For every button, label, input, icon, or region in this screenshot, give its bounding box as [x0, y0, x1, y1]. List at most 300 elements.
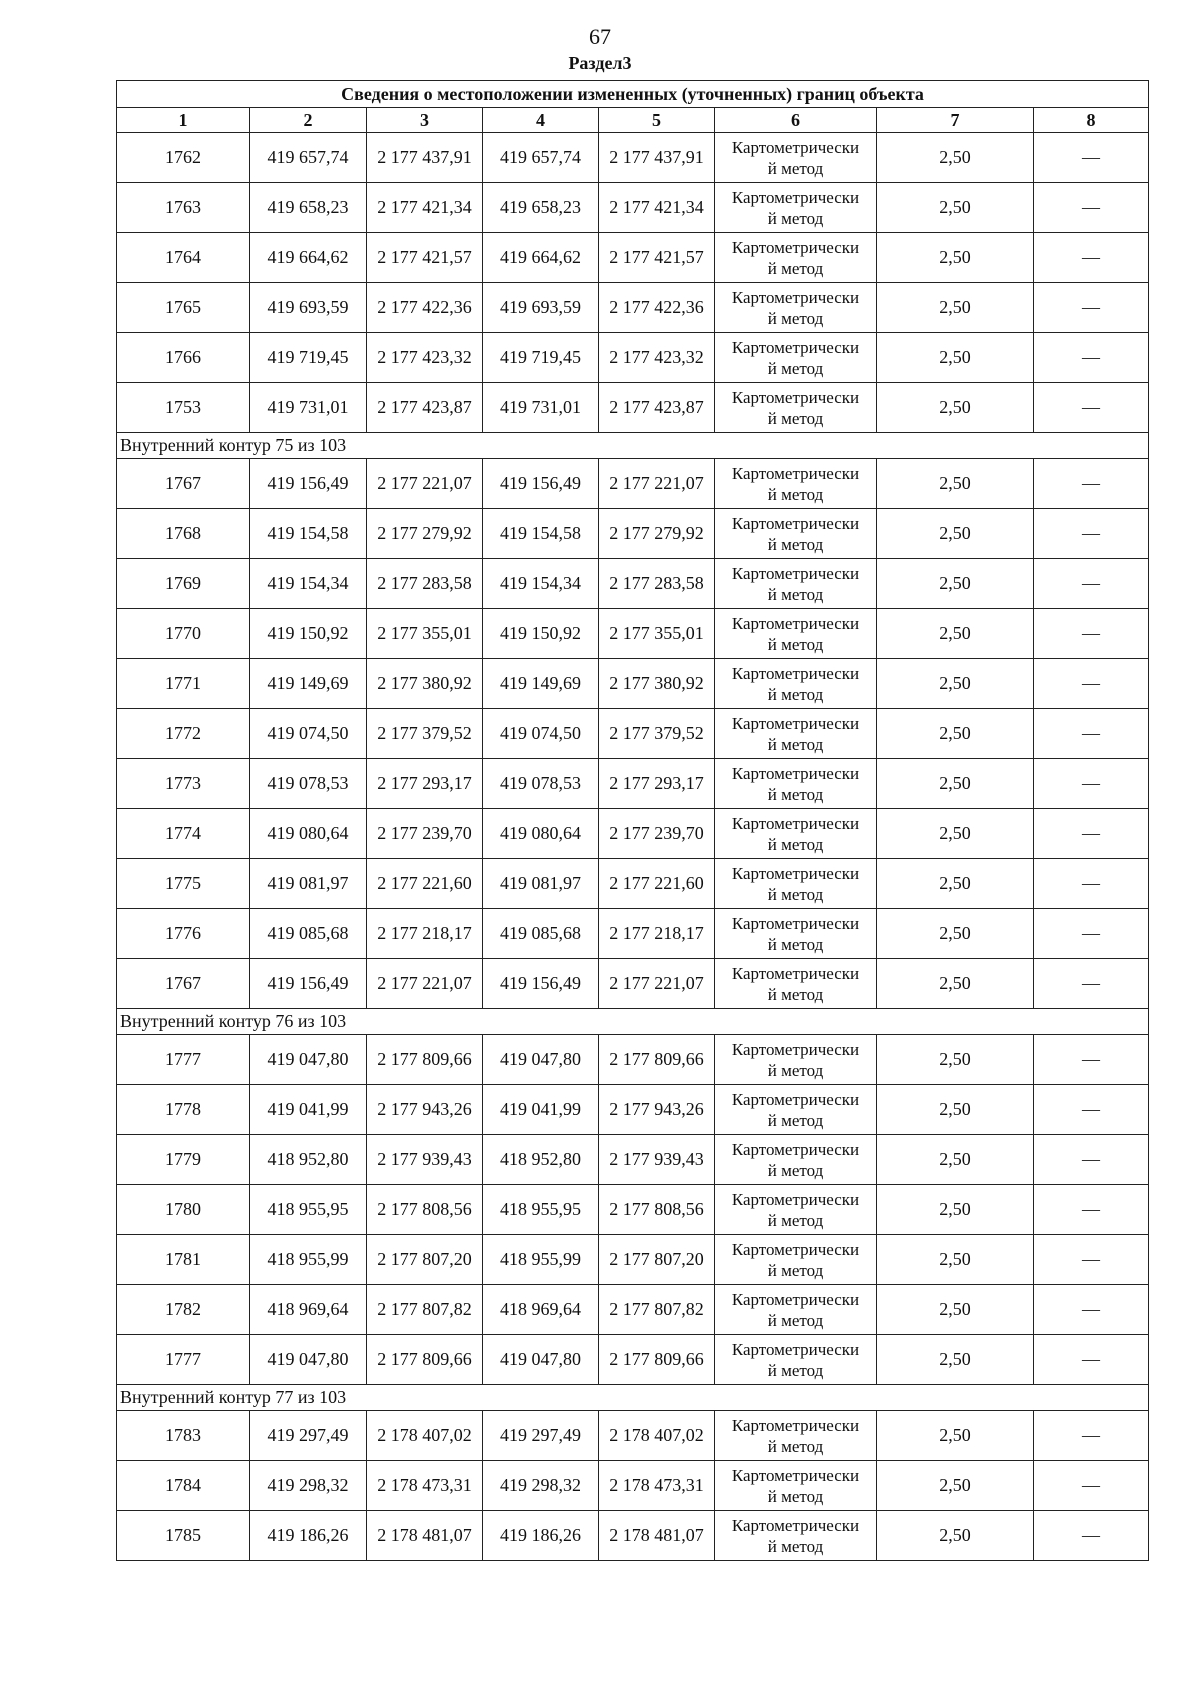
table-row [117, 759, 1149, 809]
accuracy-cell: 2,50 [877, 133, 1034, 183]
method-cell [715, 1085, 877, 1135]
x-new-cell: 419 693,59 [483, 283, 599, 333]
accuracy-cell: 2,50 [877, 459, 1034, 509]
x-new-cell: 418 955,99 [483, 1235, 599, 1285]
point-number-cell: 1773 [117, 759, 250, 809]
method-cell [715, 659, 877, 709]
accuracy-cell: 2,50 [877, 1185, 1034, 1235]
accuracy-cell: 2,50 [877, 559, 1034, 609]
point-number-cell: 1767 [117, 459, 250, 509]
description-cell: — [1034, 233, 1149, 283]
table-row [117, 1235, 1149, 1285]
method-text-line: Картометрически [731, 513, 860, 533]
point-number-cell: 1785 [117, 1511, 250, 1561]
description-cell: — [1034, 759, 1149, 809]
description-cell: — [1034, 609, 1149, 659]
description-cell: — [1034, 709, 1149, 759]
contour-label: Внутренний контур 77 из 103 [117, 1385, 1149, 1411]
method-text-line: й метод [767, 734, 824, 754]
method-text-line: Картометрически [731, 963, 860, 983]
table-row [117, 1411, 1149, 1461]
x-old-cell: 419 719,45 [250, 333, 367, 383]
y-old-cell: 2 177 293,17 [367, 759, 483, 809]
method-text-line: Картометрически [731, 563, 860, 583]
description-cell: — [1034, 133, 1149, 183]
method-text-line: Картометрически [731, 913, 860, 933]
point-number-cell: 1777 [117, 1335, 250, 1385]
description-cell: — [1034, 909, 1149, 959]
method-cell [715, 459, 877, 509]
x-old-cell: 419 078,53 [250, 759, 367, 809]
x-new-cell: 419 186,26 [483, 1511, 599, 1561]
method-text-line: Картометрически [731, 463, 860, 483]
x-new-cell: 419 150,92 [483, 609, 599, 659]
y-old-cell: 2 177 380,92 [367, 659, 483, 709]
point-number-cell: 1772 [117, 709, 250, 759]
table-row [117, 1135, 1149, 1185]
method-cell [715, 509, 877, 559]
table-row [117, 1285, 1149, 1335]
method-text-line: Картометрически [731, 663, 860, 683]
description-cell: — [1034, 1411, 1149, 1461]
x-new-cell: 419 664,62 [483, 233, 599, 283]
y-new-cell: 2 177 421,34 [599, 183, 715, 233]
x-new-cell: 419 047,80 [483, 1335, 599, 1385]
column-header: 4 [483, 108, 599, 133]
method-text-line: й метод [767, 934, 824, 954]
x-old-cell: 418 969,64 [250, 1285, 367, 1335]
method-text-line: й метод [767, 984, 824, 1004]
method-text-line: й метод [767, 1060, 824, 1080]
table-row [117, 133, 1149, 183]
x-old-cell: 418 952,80 [250, 1135, 367, 1185]
accuracy-cell: 2,50 [877, 1335, 1034, 1385]
point-number-cell: 1783 [117, 1411, 250, 1461]
point-number-cell: 1770 [117, 609, 250, 659]
x-new-cell: 419 298,32 [483, 1461, 599, 1511]
y-new-cell: 2 177 380,92 [599, 659, 715, 709]
x-old-cell: 419 297,49 [250, 1411, 367, 1461]
y-old-cell: 2 177 423,32 [367, 333, 483, 383]
x-old-cell: 419 081,97 [250, 859, 367, 909]
coordinates-table [116, 80, 1149, 1561]
method-text-line: й метод [767, 884, 824, 904]
accuracy-cell: 2,50 [877, 859, 1034, 909]
y-old-cell: 2 177 355,01 [367, 609, 483, 659]
x-new-cell: 418 955,95 [483, 1185, 599, 1235]
y-old-cell: 2 178 407,02 [367, 1411, 483, 1461]
column-header: 7 [877, 108, 1034, 133]
x-new-cell: 419 156,49 [483, 459, 599, 509]
method-text-line: Картометрически [731, 863, 860, 883]
x-new-cell: 419 154,58 [483, 509, 599, 559]
accuracy-cell: 2,50 [877, 333, 1034, 383]
column-header: 2 [250, 108, 367, 133]
method-text-line: Картометрически [731, 1189, 860, 1209]
x-new-cell: 419 078,53 [483, 759, 599, 809]
x-old-cell: 419 731,01 [250, 383, 367, 433]
y-new-cell: 2 177 807,20 [599, 1235, 715, 1285]
method-text-line: й метод [767, 308, 824, 328]
x-old-cell: 419 047,80 [250, 1335, 367, 1385]
x-new-cell: 419 080,64 [483, 809, 599, 859]
method-text-line: Картометрически [731, 713, 860, 733]
method-text-line: Картометрически [731, 813, 860, 833]
table-row [117, 559, 1149, 609]
table-row [117, 383, 1149, 433]
description-cell: — [1034, 659, 1149, 709]
point-number-cell: 1753 [117, 383, 250, 433]
method-text-line: Картометрически [731, 387, 860, 407]
y-new-cell: 2 177 283,58 [599, 559, 715, 609]
method-cell [715, 1185, 877, 1235]
point-number-cell: 1778 [117, 1085, 250, 1135]
accuracy-cell: 2,50 [877, 909, 1034, 959]
y-old-cell: 2 177 221,07 [367, 959, 483, 1009]
y-old-cell: 2 177 809,66 [367, 1035, 483, 1085]
method-cell [715, 1035, 877, 1085]
description-cell: — [1034, 459, 1149, 509]
y-new-cell: 2 177 939,43 [599, 1135, 715, 1185]
table-row [117, 859, 1149, 909]
y-old-cell: 2 177 422,36 [367, 283, 483, 333]
y-new-cell: 2 177 355,01 [599, 609, 715, 659]
x-new-cell: 419 658,23 [483, 183, 599, 233]
y-new-cell: 2 178 473,31 [599, 1461, 715, 1511]
y-old-cell: 2 177 218,17 [367, 909, 483, 959]
description-cell: — [1034, 383, 1149, 433]
table-row [117, 909, 1149, 959]
table-caption: Сведения о местоположении измененных (уточненных) границ объекта [117, 81, 1149, 108]
column-header: 8 [1034, 108, 1149, 133]
method-text-line: Картометрически [731, 287, 860, 307]
accuracy-cell: 2,50 [877, 283, 1034, 333]
x-new-cell: 419 041,99 [483, 1085, 599, 1135]
description-cell: — [1034, 1235, 1149, 1285]
y-old-cell: 2 177 283,58 [367, 559, 483, 609]
x-old-cell: 419 156,49 [250, 959, 367, 1009]
method-cell [715, 1335, 877, 1385]
x-old-cell: 419 150,92 [250, 609, 367, 659]
method-text-line: й метод [767, 1210, 824, 1230]
method-cell [715, 383, 877, 433]
y-new-cell: 2 177 218,17 [599, 909, 715, 959]
description-cell: — [1034, 1461, 1149, 1511]
method-text-line: Картометрически [731, 1515, 860, 1535]
point-number-cell: 1765 [117, 283, 250, 333]
method-text-line: й метод [767, 408, 824, 428]
section-title: Раздел3 [568, 53, 632, 73]
method-text-line: й метод [767, 1160, 824, 1180]
y-new-cell: 2 177 221,07 [599, 459, 715, 509]
table-row [117, 183, 1149, 233]
column-header: 3 [367, 108, 483, 133]
method-text-line: й метод [767, 358, 824, 378]
accuracy-cell: 2,50 [877, 1135, 1034, 1185]
description-cell: — [1034, 509, 1149, 559]
method-text-line: й метод [767, 834, 824, 854]
point-number-cell: 1775 [117, 859, 250, 909]
point-number-cell: 1767 [117, 959, 250, 1009]
description-cell: — [1034, 1511, 1149, 1561]
contour-label-row [117, 1009, 1149, 1035]
y-old-cell: 2 177 221,60 [367, 859, 483, 909]
x-old-cell: 419 154,58 [250, 509, 367, 559]
x-new-cell: 419 081,97 [483, 859, 599, 909]
accuracy-cell: 2,50 [877, 709, 1034, 759]
y-old-cell: 2 177 423,87 [367, 383, 483, 433]
method-text-line: Картометрически [731, 237, 860, 257]
description-cell: — [1034, 1135, 1149, 1185]
y-new-cell: 2 177 293,17 [599, 759, 715, 809]
method-text-line: й метод [767, 684, 824, 704]
y-old-cell: 2 177 279,92 [367, 509, 483, 559]
method-text-line: й метод [767, 584, 824, 604]
y-new-cell: 2 177 809,66 [599, 1335, 715, 1385]
y-new-cell: 2 177 422,36 [599, 283, 715, 333]
x-new-cell: 419 154,34 [483, 559, 599, 609]
accuracy-cell: 2,50 [877, 1411, 1034, 1461]
method-cell [715, 909, 877, 959]
y-old-cell: 2 178 473,31 [367, 1461, 483, 1511]
accuracy-cell: 2,50 [877, 383, 1034, 433]
y-new-cell: 2 178 407,02 [599, 1411, 715, 1461]
point-number-cell: 1774 [117, 809, 250, 859]
x-old-cell: 419 186,26 [250, 1511, 367, 1561]
x-old-cell: 419 658,23 [250, 183, 367, 233]
method-text-line: й метод [767, 484, 824, 504]
point-number-cell: 1764 [117, 233, 250, 283]
method-cell [715, 1235, 877, 1285]
x-new-cell: 419 149,69 [483, 659, 599, 709]
x-old-cell: 419 047,80 [250, 1035, 367, 1085]
x-old-cell: 419 041,99 [250, 1085, 367, 1135]
y-new-cell: 2 178 481,07 [599, 1511, 715, 1561]
x-old-cell: 418 955,99 [250, 1235, 367, 1285]
point-number-cell: 1780 [117, 1185, 250, 1235]
method-cell [715, 609, 877, 659]
point-number-cell: 1768 [117, 509, 250, 559]
y-old-cell: 2 177 939,43 [367, 1135, 483, 1185]
x-old-cell: 419 664,62 [250, 233, 367, 283]
method-text-line: Картометрически [731, 1139, 860, 1159]
method-cell [715, 283, 877, 333]
description-cell: — [1034, 809, 1149, 859]
method-text-line: Картометрически [731, 613, 860, 633]
description-cell: — [1034, 283, 1149, 333]
method-text-line: Картометрически [731, 1089, 860, 1109]
y-new-cell: 2 177 423,87 [599, 383, 715, 433]
x-new-cell: 419 074,50 [483, 709, 599, 759]
y-old-cell: 2 177 808,56 [367, 1185, 483, 1235]
contour-label: Внутренний контур 75 из 103 [117, 433, 1149, 459]
table-row [117, 509, 1149, 559]
x-old-cell: 419 657,74 [250, 133, 367, 183]
y-new-cell: 2 177 239,70 [599, 809, 715, 859]
x-old-cell: 419 080,64 [250, 809, 367, 859]
y-old-cell: 2 178 481,07 [367, 1511, 483, 1561]
y-new-cell: 2 177 379,52 [599, 709, 715, 759]
point-number-cell: 1779 [117, 1135, 250, 1185]
column-header: 1 [117, 108, 250, 133]
table-row [117, 1185, 1149, 1235]
description-cell: — [1034, 1335, 1149, 1385]
method-text-line: Картометрически [731, 137, 860, 157]
description-cell: — [1034, 183, 1149, 233]
point-number-cell: 1784 [117, 1461, 250, 1511]
x-old-cell: 418 955,95 [250, 1185, 367, 1235]
y-old-cell: 2 177 807,82 [367, 1285, 483, 1335]
y-new-cell: 2 177 423,32 [599, 333, 715, 383]
method-text-line: Картометрически [731, 337, 860, 357]
y-new-cell: 2 177 808,56 [599, 1185, 715, 1235]
method-cell [715, 333, 877, 383]
table-row [117, 333, 1149, 383]
method-text-line: й метод [767, 158, 824, 178]
y-old-cell: 2 177 437,91 [367, 133, 483, 183]
table-row [117, 959, 1149, 1009]
x-new-cell: 419 657,74 [483, 133, 599, 183]
x-new-cell: 419 719,45 [483, 333, 599, 383]
x-new-cell: 419 297,49 [483, 1411, 599, 1461]
method-text-line: й метод [767, 634, 824, 654]
table-row [117, 809, 1149, 859]
table-row [117, 233, 1149, 283]
x-old-cell: 419 156,49 [250, 459, 367, 509]
y-old-cell: 2 177 239,70 [367, 809, 483, 859]
description-cell: — [1034, 333, 1149, 383]
y-old-cell: 2 177 807,20 [367, 1235, 483, 1285]
description-cell: — [1034, 559, 1149, 609]
y-new-cell: 2 177 807,82 [599, 1285, 715, 1335]
x-old-cell: 419 298,32 [250, 1461, 367, 1511]
table-row [117, 609, 1149, 659]
accuracy-cell: 2,50 [877, 959, 1034, 1009]
x-old-cell: 419 085,68 [250, 909, 367, 959]
method-cell [715, 559, 877, 609]
table-row [117, 1085, 1149, 1135]
method-text-line: Картометрически [731, 1339, 860, 1359]
table-row [117, 283, 1149, 333]
y-new-cell: 2 177 279,92 [599, 509, 715, 559]
x-new-cell: 418 969,64 [483, 1285, 599, 1335]
y-old-cell: 2 177 221,07 [367, 459, 483, 509]
method-cell [715, 133, 877, 183]
y-old-cell: 2 177 421,57 [367, 233, 483, 283]
y-old-cell: 2 177 809,66 [367, 1335, 483, 1385]
method-text-line: Картометрически [731, 1239, 860, 1259]
point-number-cell: 1763 [117, 183, 250, 233]
y-new-cell: 2 177 221,07 [599, 959, 715, 1009]
page-number: 67 [589, 24, 611, 49]
method-cell [715, 233, 877, 283]
method-cell [715, 809, 877, 859]
x-old-cell: 419 693,59 [250, 283, 367, 333]
accuracy-cell: 2,50 [877, 1461, 1034, 1511]
method-text-line: й метод [767, 534, 824, 554]
y-new-cell: 2 177 809,66 [599, 1035, 715, 1085]
method-cell [715, 1461, 877, 1511]
y-old-cell: 2 177 379,52 [367, 709, 483, 759]
method-text-line: Картометрически [731, 1039, 860, 1059]
accuracy-cell: 2,50 [877, 1511, 1034, 1561]
method-text-line: Картометрически [731, 763, 860, 783]
method-text-line: Картометрически [731, 1465, 860, 1485]
y-new-cell: 2 177 421,57 [599, 233, 715, 283]
method-cell [715, 1285, 877, 1335]
table-row [117, 1511, 1149, 1561]
method-text-line: й метод [767, 208, 824, 228]
column-header: 6 [715, 108, 877, 133]
accuracy-cell: 2,50 [877, 1235, 1034, 1285]
x-old-cell: 419 074,50 [250, 709, 367, 759]
method-text-line: й метод [767, 1310, 824, 1330]
point-number-cell: 1769 [117, 559, 250, 609]
method-cell [715, 1411, 877, 1461]
method-text-line: й метод [767, 1110, 824, 1130]
description-cell: — [1034, 959, 1149, 1009]
accuracy-cell: 2,50 [877, 233, 1034, 283]
contour-label: Внутренний контур 76 из 103 [117, 1009, 1149, 1035]
method-cell [715, 183, 877, 233]
point-number-cell: 1777 [117, 1035, 250, 1085]
y-old-cell: 2 177 421,34 [367, 183, 483, 233]
accuracy-cell: 2,50 [877, 759, 1034, 809]
method-text-line: й метод [767, 258, 824, 278]
method-text-line: й метод [767, 1486, 824, 1506]
method-text-line: Картометрически [731, 187, 860, 207]
method-text-line: й метод [767, 1536, 824, 1556]
method-text-line: й метод [767, 1436, 824, 1456]
x-new-cell: 419 156,49 [483, 959, 599, 1009]
accuracy-cell: 2,50 [877, 1085, 1034, 1135]
method-cell [715, 1135, 877, 1185]
point-number-cell: 1776 [117, 909, 250, 959]
accuracy-cell: 2,50 [877, 509, 1034, 559]
point-number-cell: 1766 [117, 333, 250, 383]
point-number-cell: 1762 [117, 133, 250, 183]
accuracy-cell: 2,50 [877, 609, 1034, 659]
point-number-cell: 1782 [117, 1285, 250, 1335]
y-new-cell: 2 177 437,91 [599, 133, 715, 183]
method-text-line: й метод [767, 1260, 824, 1280]
accuracy-cell: 2,50 [877, 183, 1034, 233]
method-cell [715, 709, 877, 759]
x-old-cell: 419 154,34 [250, 559, 367, 609]
description-cell: — [1034, 1185, 1149, 1235]
contour-label-row [117, 433, 1149, 459]
method-text-line: Картометрически [731, 1289, 860, 1309]
table-row [117, 1461, 1149, 1511]
method-text-line: й метод [767, 784, 824, 804]
table-row [117, 1035, 1149, 1085]
column-header: 5 [599, 108, 715, 133]
accuracy-cell: 2,50 [877, 809, 1034, 859]
method-text-line: Картометрически [731, 1415, 860, 1435]
accuracy-cell: 2,50 [877, 1285, 1034, 1335]
method-cell [715, 759, 877, 809]
description-cell: — [1034, 859, 1149, 909]
method-cell [715, 959, 877, 1009]
x-new-cell: 419 047,80 [483, 1035, 599, 1085]
method-text-line: й метод [767, 1360, 824, 1380]
contour-label-row [117, 1385, 1149, 1411]
method-cell [715, 1511, 877, 1561]
y-new-cell: 2 177 221,60 [599, 859, 715, 909]
description-cell: — [1034, 1085, 1149, 1135]
table-row [117, 709, 1149, 759]
x-new-cell: 418 952,80 [483, 1135, 599, 1185]
